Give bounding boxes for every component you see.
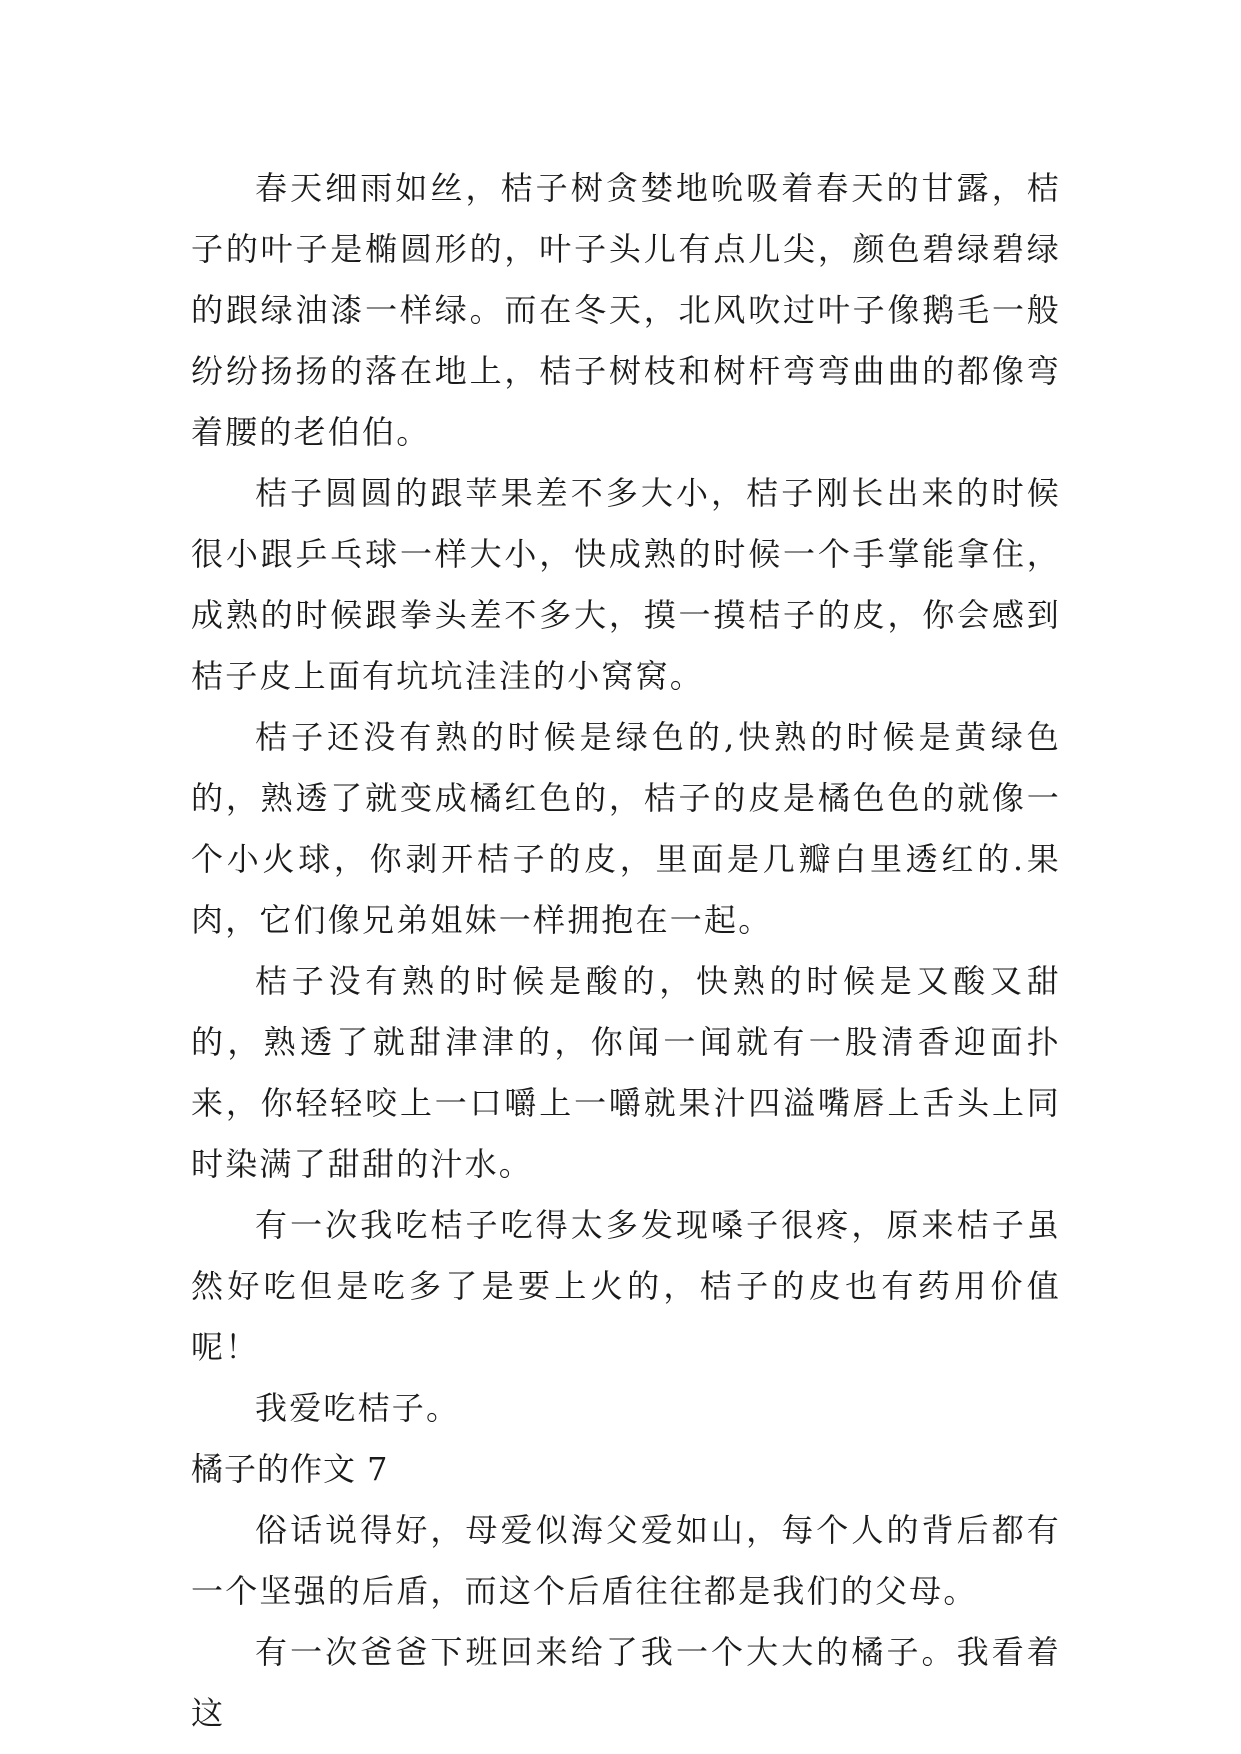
- paragraph: 桔子还没有熟的时候是绿色的,快熟的时候是黄绿色的，熟透了就变成橘红色的，桔子的皮是橘色色的就像一个小火球，你剥开桔子的皮，里面是几瓣白里透红的.果肉，它们像兄弟姐妹一样拥抱在一起。: [191, 718, 1061, 939]
- paragraph: 桔子没有熟的时候是酸的，快熟的时候是又酸又甜的，熟透了就甜津津的，你闻一闻就有一股清香迎面扑来，你轻轻咬上一口嚼上一嚼就果汁四溢嘴唇上舌头上同时染满了甜甜的汁水。: [191, 962, 1061, 1183]
- document-body: [191, 158, 1061, 1744]
- paragraph: 俗话说得好，母爱似海父爱如山，每个人的背后都有一个坚强的后盾，而这个后盾往往都是我们的父母。: [191, 1511, 1061, 1610]
- section-heading: 橘子的作文 7: [191, 1450, 389, 1488]
- paragraph: 有一次爸爸下班回来给了我一个大大的橘子。我看着这: [191, 1633, 1061, 1732]
- paragraph: 有一次我吃桔子吃得太多发现嗓子很疼，原来桔子虽然好吃但是吃多了是要上火的，桔子的皮也有药用价值呢！: [191, 1206, 1061, 1366]
- paragraph: 我爱吃桔子。: [255, 1389, 461, 1427]
- paragraph: 桔子圆圆的跟苹果差不多大小，桔子刚长出来的时候很小跟乒乓球一样大小，快成熟的时候一个手掌能拿住，成熟的时候跟拳头差不多大，摸一摸桔子的皮，你会感到桔子皮上面有坑坑洼洼的小窝窝。: [191, 474, 1061, 695]
- paragraph: 春天细雨如丝，桔子树贪婪地吮吸着春天的甘露，桔子的叶子是椭圆形的，叶子头儿有点儿尖，颜色碧绿碧绿的跟绿油漆一样绿。而在冬天，北风吹过叶子像鹅毛一般纷纷扬扬的落在地上，桔子树枝和树杆弯弯曲曲的都像弯着腰的老伯伯。: [191, 169, 1061, 451]
